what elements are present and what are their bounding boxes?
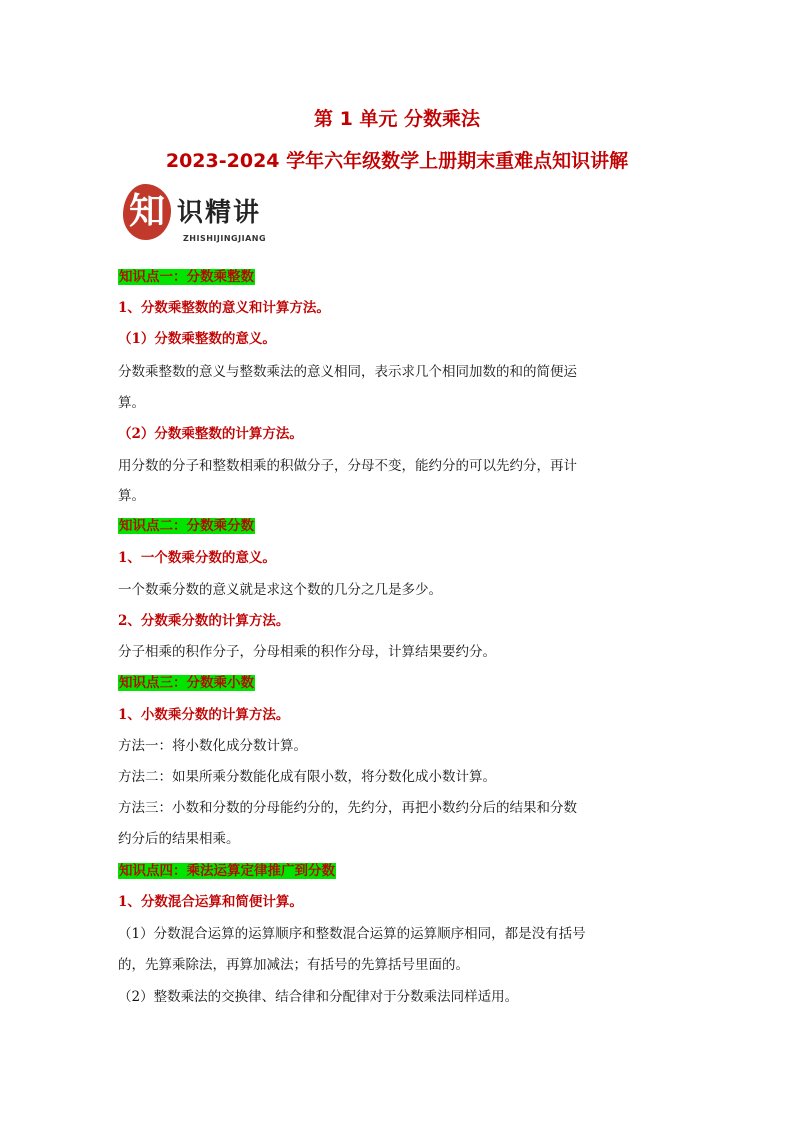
section-4-point-1b: 的，先算乘除法，再算加减法；有括号的先算括号里面的。 — [118, 957, 469, 973]
zhishijingjiang-logo — [123, 184, 293, 252]
section-1-subheading: 1、分数乘整数的意义和计算方法。 — [118, 300, 330, 316]
section-3-heading: 知识点三：分数乘小数 — [119, 675, 254, 691]
page-title: 第 1 单元 分数乘法 — [313, 108, 481, 130]
section-1-point-2: （2）分数乘整数的计算方法。 — [118, 426, 303, 442]
section-2-subheading-1: 1、一个数乘分数的意义。 — [118, 550, 276, 566]
section-1-body-1a: 分数乘整数的意义与整数乘法的意义相同，表示求几个相同加数的和的简便运 — [118, 364, 577, 380]
section-1-heading: 知识点一：分数乘整数 — [119, 269, 254, 285]
section-3-method-3b: 约分后的结果相乘。 — [118, 831, 240, 847]
section-2-subheading-2: 2、分数乘分数的计算方法。 — [118, 613, 290, 629]
section-3-method-2: 方法二：如果所乘分数能化成有限小数，将分数化成小数计算。 — [118, 769, 496, 785]
section-2-heading: 知识点二：分数乘分数 — [119, 518, 254, 534]
section-4-point-1a: （1）分数混合运算的运算顺序和整数混合运算的运算顺序相同，都是没有括号 — [118, 926, 586, 942]
page-subtitle: 2023-2024 学年六年级数学上册期末重难点知识讲解 — [165, 150, 629, 172]
section-1-body-1b: 算。 — [118, 395, 145, 411]
logo-char: 知 — [129, 191, 166, 232]
section-4-subheading: 1、分数混合运算和简便计算。 — [118, 894, 303, 910]
section-2-body-2: 分子相乘的积作分子，分母相乘的积作分母，计算结果要约分。 — [118, 644, 496, 660]
section-2-body-1: 一个数乘分数的意义就是求这个数的几分之几是多少。 — [118, 582, 442, 598]
section-4-point-2: （2）整数乘法的交换律、结合律和分配律对于分数乘法同样适用。 — [118, 989, 519, 1005]
section-4-heading: 知识点四：乘法运算定律推广到分数 — [119, 863, 335, 879]
section-1-point-1: （1）分数乘整数的意义。 — [118, 331, 276, 347]
section-3-method-1: 方法一：将小数化成分数计算。 — [118, 738, 307, 754]
section-3-subheading: 1、小数乘分数的计算方法。 — [118, 707, 290, 723]
section-1-body-2b: 算。 — [118, 488, 145, 504]
section-3-method-3a: 方法三：小数和分数的分母能约分的，先约分，再把小数约分后的结果和分数 — [118, 800, 577, 816]
section-1-body-2a: 用分数的分子和整数相乘的积做分子，分母不变，能约分的可以先约分，再计 — [118, 458, 577, 474]
logo-subtext: ZHISHIJINGJIANG — [183, 234, 267, 243]
logo-text: 识精讲 — [177, 198, 262, 228]
